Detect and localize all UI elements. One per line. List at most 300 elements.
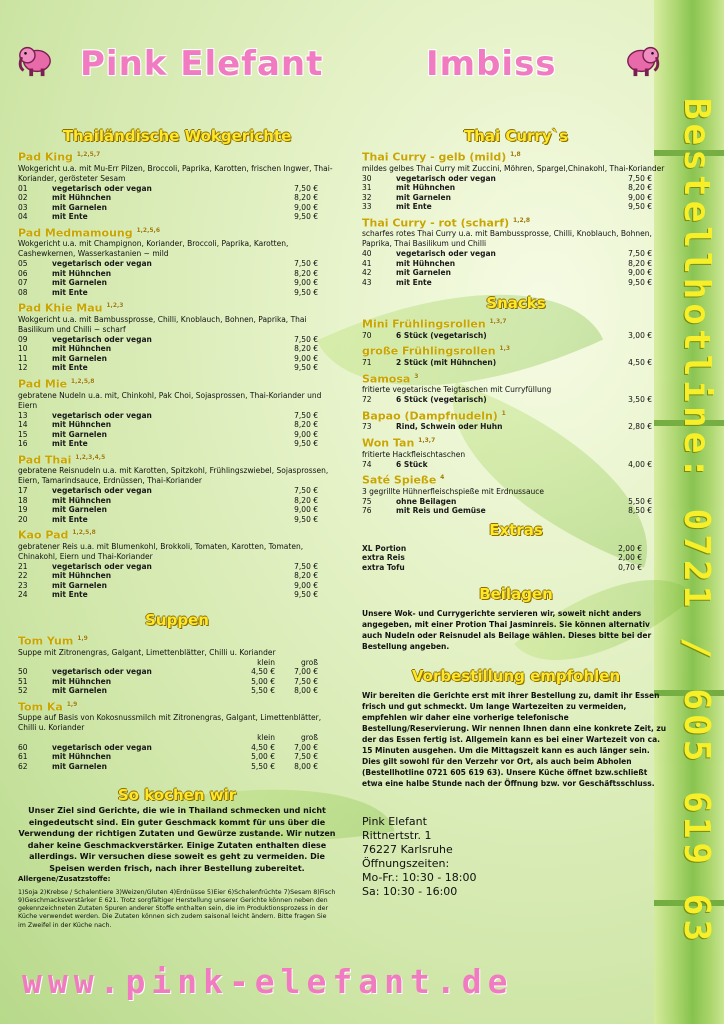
allergen-codes: 1,3: [499, 345, 511, 353]
size-header-spacer: [52, 733, 232, 743]
dish-item-table: [362, 174, 652, 212]
table-row: [18, 590, 318, 600]
extra-price: 2,00 €: [618, 543, 642, 553]
right-column: [362, 126, 670, 899]
item-number: 03: [18, 202, 28, 212]
item-name: mit Hühnchen: [396, 183, 456, 193]
dish-name: Tom Ka: [18, 700, 63, 714]
item-number: 21: [18, 561, 28, 571]
item-name: mit Hühnchen: [52, 676, 112, 686]
allergen-codes: 1: [501, 409, 506, 417]
item-price-large: 7,00 €: [294, 667, 318, 677]
item-name: Rind, Schwein oder Huhn: [396, 422, 503, 432]
section-heading-cooking: So kochen wir: [117, 786, 237, 805]
item-price: 8,20 €: [294, 420, 318, 430]
item-number: 24: [18, 590, 28, 600]
section-heading-curry: Thai Curry`s: [463, 127, 569, 145]
allergen-codes: 1,8: [510, 151, 521, 158]
item-number: 40: [362, 249, 372, 259]
dish-title: [18, 148, 336, 164]
dish-description: gebratene Nudeln u.a. mit, Chinkohl, Pak Choi, Sojasprossen, Thai-Koriander und Eiern: [18, 390, 322, 410]
item-number: 19: [18, 505, 28, 515]
address-block: [362, 815, 670, 899]
allergen-codes: 1,2,8: [513, 216, 531, 224]
item-price-large: 7,50 €: [294, 676, 318, 686]
order-hotline-text: Bestellhotline: 0721 / 605 619 63: [676, 97, 718, 945]
item-name: mit Garnelen: [52, 278, 107, 288]
soup-dish-list: [18, 632, 336, 771]
dish-title: [18, 451, 336, 467]
dish-title: [18, 375, 336, 391]
item-number: 43: [362, 277, 372, 287]
allergen-codes: 1,2,3,4,5: [75, 453, 106, 461]
item-price: 9,00 €: [628, 192, 652, 202]
item-number: 32: [362, 192, 372, 202]
item-number: 62: [18, 761, 28, 771]
item-name: vegetarisch oder vegan: [52, 667, 152, 677]
table-row: [362, 395, 652, 405]
item-number: 06: [18, 268, 28, 278]
dish-name: Won Tan: [362, 436, 415, 450]
dish-item-table: [362, 395, 652, 405]
item-name: mit Ente: [52, 590, 88, 600]
item-price: 3,50 €: [628, 395, 652, 405]
item-name: mit Hühnchen: [52, 495, 112, 505]
dish-item-table: [18, 486, 318, 524]
table-row: [18, 335, 318, 345]
dish-item-table: [18, 658, 318, 696]
item-name: mit Hühnchen: [52, 752, 112, 762]
item-name: mit Ente: [52, 514, 88, 524]
address-street: Rittnertstr. 1: [362, 829, 432, 843]
allergen-codes: 1,3,7: [489, 318, 507, 326]
dish-title: [18, 698, 336, 714]
table-row: [18, 505, 318, 515]
item-price: 8,20 €: [294, 268, 318, 278]
dish-item-table: [362, 331, 652, 341]
restaurant-name: Pink Elefant: [80, 44, 324, 84]
item-name: vegetarisch oder vegan: [396, 249, 496, 259]
table-row: [362, 497, 652, 507]
size-header-row: [18, 733, 318, 743]
extra-name: extra Tofu: [362, 562, 405, 572]
item-name: 6 Stück: [396, 459, 428, 469]
item-number: 73: [362, 422, 372, 432]
item-name: vegetarisch oder vegan: [52, 742, 152, 752]
item-price: 7,50 €: [294, 486, 318, 496]
item-price: 5,00 €: [251, 752, 275, 762]
item-name: mit Ente: [396, 277, 432, 287]
table-row: [362, 183, 652, 193]
item-name: mit Ente: [52, 439, 88, 449]
item-price: 9,50 €: [294, 287, 318, 297]
item-number: 20: [18, 514, 28, 524]
item-price-large: 8,00 €: [294, 686, 318, 696]
size-small-label: klein: [257, 657, 275, 667]
dish-name: Mini Frühlingsrollen: [362, 317, 486, 331]
table-row: [18, 677, 318, 687]
table-row: [18, 486, 318, 496]
dish-title: [362, 407, 670, 423]
dish-title: [362, 214, 670, 230]
table-row: [18, 571, 318, 581]
item-name: mit Garnelen: [52, 202, 107, 212]
item-name: mit Garnelen: [396, 268, 451, 278]
item-price: 9,50 €: [294, 514, 318, 524]
table-row: [362, 331, 652, 341]
item-name: mit Hühnchen: [52, 344, 112, 354]
item-price-large: 7,50 €: [294, 752, 318, 762]
item-name: mit Garnelen: [52, 429, 107, 439]
dish-item-table: [362, 460, 652, 470]
sides-text: Unsere Wok- und Currygerichte servieren wir, soweit nicht anders angegeben, mit einer Protion Thai Jasminreis. Sie können alternativ auch Nudeln oder Reisnudel als Beilage wählen. Dieses bitte bei der Bestellung angeben.: [362, 609, 652, 652]
allergen-codes: 1,2,5,7: [76, 151, 101, 158]
size-header-row: [18, 658, 318, 668]
table-row: [362, 268, 652, 278]
item-name: vegetarisch oder vegan: [52, 334, 152, 344]
item-number: 52: [18, 686, 28, 696]
website-url: www.pink-elefant.de: [22, 962, 514, 1001]
size-header-spacer: [52, 658, 232, 668]
item-number: 72: [362, 395, 372, 405]
item-number: 10: [18, 344, 28, 354]
dish-item-table: [18, 562, 318, 600]
dish-name: Pad Thai: [18, 453, 72, 467]
table-row: [18, 743, 318, 753]
allergen-codes: 1,2,3: [106, 302, 124, 310]
dish-name: große Frühlingsrollen: [362, 345, 496, 359]
item-name: vegetarisch oder vegan: [52, 561, 152, 571]
elephant-logo-icon: [16, 40, 54, 78]
size-header-spacer: [18, 658, 52, 668]
item-number: 51: [18, 676, 28, 686]
item-name: vegetarisch oder vegan: [52, 486, 152, 496]
item-number: 02: [18, 193, 28, 203]
item-number: 30: [362, 173, 372, 183]
dish-name: Pad Khie Mau: [18, 301, 103, 315]
dish-item-table: [362, 358, 652, 368]
item-price: 4,50 €: [251, 742, 275, 752]
item-number: 04: [18, 212, 28, 222]
item-number: 05: [18, 259, 28, 269]
item-name: mit Ente: [52, 363, 88, 373]
extra-name: XL Portion: [362, 543, 407, 553]
item-name: mit Ente: [396, 202, 432, 212]
item-name: vegetarisch oder vegan: [52, 410, 152, 420]
dish-description: fritierte Hackfleischtaschen: [362, 449, 466, 459]
item-name: mit Hühnchen: [52, 420, 112, 430]
allergen-codes: 1,9: [77, 634, 88, 642]
table-row: [18, 278, 318, 288]
item-name: vegetarisch oder vegan: [52, 183, 152, 193]
item-price: 7,50 €: [294, 259, 318, 269]
table-row: [362, 460, 652, 470]
item-number: 22: [18, 571, 28, 581]
size-large-label: groß: [301, 733, 318, 743]
allergen-codes: 3: [414, 372, 419, 380]
item-price: 7,50 €: [628, 173, 652, 183]
dish-description: Suppe mit Zitronengras, Galgant, Limettenblätter, Chilli u. Koriander: [18, 647, 276, 657]
dish-title: [362, 434, 670, 450]
dish-description: scharfes rotes Thai Curry u.a. mit Bambussprosse, Chilli, Knoblauch, Bohnen, Paprika, Thai Basilikum und Chilli: [362, 229, 652, 249]
item-price: 8,20 €: [294, 495, 318, 505]
section-heading-preorder: Vorbestillung empfohlen: [411, 667, 621, 686]
item-name: mit Hühnchen: [52, 571, 112, 581]
item-name: mit Garnelen: [52, 761, 107, 771]
dish-description: fritierte vegetarische Teigtaschen mit Curryfüllung: [362, 385, 552, 395]
dish-name: Pad Medmamoung: [18, 226, 133, 240]
item-price: 7,50 €: [294, 561, 318, 571]
dish-name: Kao Pad: [18, 528, 69, 542]
table-row: [18, 288, 318, 298]
item-price: 8,20 €: [294, 571, 318, 581]
item-number: 50: [18, 667, 28, 677]
item-name: mit Garnelen: [52, 505, 107, 515]
section-heading-sides: Beilagen: [479, 585, 553, 604]
table-row: [18, 562, 318, 572]
item-price: 7,50 €: [294, 410, 318, 420]
item-number: 17: [18, 486, 28, 496]
table-row: [362, 259, 652, 269]
item-name: mit Garnelen: [52, 353, 107, 363]
order-hotline: [672, 56, 722, 986]
item-number: 09: [18, 334, 28, 344]
item-number: 15: [18, 429, 28, 439]
elephant-logo-icon: [624, 40, 662, 78]
dish-description: gebratene Reisnudeln u.a. mit Karotten, Spitzkohl, Frühlingszwiebel, Sojasprossen, Eiern, Tamarindsauce, Erdnüssen, Thai-Koriander: [18, 466, 329, 486]
extra-price: 2,00 €: [618, 553, 642, 563]
allergen-title: Allergene/Zusatzstoffe:: [18, 875, 111, 884]
extra-price: 0,70 €: [618, 562, 642, 572]
dish-description: Wokgericht u.a. mit Mu-Err Pilzen, Broccoli, Paprika, Karotten, frischen Ingwer, Thai-Koriander, gerösteter Sesam: [18, 163, 333, 183]
item-price: 7,50 €: [628, 249, 652, 259]
item-price: 9,50 €: [294, 212, 318, 222]
item-price: 5,50 €: [251, 686, 275, 696]
item-price: 7,50 €: [294, 334, 318, 344]
item-name: mit Hühnchen: [52, 268, 112, 278]
item-number: 70: [362, 330, 372, 340]
allergen-codes: 1,9: [66, 700, 78, 708]
dish-name: Tom Yum: [18, 634, 74, 648]
item-name: mit Ente: [52, 212, 88, 222]
curry-dish-list: [362, 148, 670, 287]
table-row: [18, 686, 318, 696]
item-price: 5,50 €: [628, 496, 652, 506]
item-price: 4,00 €: [628, 459, 652, 469]
item-number: 74: [362, 459, 372, 469]
table-row: [18, 581, 318, 591]
preorder-text: Wir bereiten die Gerichte erst mit ihrer Bestellung zu, damit ihr Essen frisch und gut schmeckt. Um lange Wartezeiten zu vermeiden, empfehlen wir daher eine vorherige telefonische Bestellung/Reservierung. Wir nennen Ihnen dann eine konkrete Zeit, zu der das Essen fertig ist. Allgemein kann es bei einer Wartezeit von ca. 15 Minuten ausgehen. Um die Mittagszeit kann es auch länger sein. Dies gilt sowohl für den Verzehr vor Ort, als auch beim Abholen (Bestellhotline 0721 605 619 63). Unsere Küche öffnet bzw.schließt etwa eine halbe Stunde nach der Öffnung bzw. vor Geschäftsschluss.: [362, 691, 667, 789]
item-price: 9,00 €: [294, 580, 318, 590]
item-number: 60: [18, 742, 28, 752]
item-price: 8,50 €: [628, 506, 652, 516]
section-heading-wok: Thailändische Wokgerichte: [62, 127, 292, 145]
item-name: vegetarisch oder vegan: [52, 259, 152, 269]
item-number: 01: [18, 183, 28, 193]
section-heading-extras: Extras: [489, 520, 543, 539]
item-number: 42: [362, 268, 372, 278]
size-large-label: groß: [301, 657, 318, 667]
item-price: 7,50 €: [294, 183, 318, 193]
item-price: 9,00 €: [294, 505, 318, 515]
dish-item-table: [18, 184, 318, 222]
item-name: 6 Stück (vegetarisch): [396, 395, 487, 405]
address-name: Pink Elefant: [362, 815, 427, 829]
table-row: [18, 193, 318, 203]
table-row: [18, 752, 318, 762]
dish-name: Thai Curry - gelb (mild): [362, 150, 507, 164]
left-column: [18, 126, 336, 930]
item-price-large: 8,00 €: [294, 761, 318, 771]
opening-hours-saturday: Sa: 10:30 - 16:00: [362, 885, 458, 899]
item-number: 75: [362, 496, 372, 506]
snack-dish-list: [362, 315, 670, 515]
table-row: [18, 354, 318, 364]
table-row: [18, 515, 318, 525]
item-number: 61: [18, 752, 28, 762]
table-row: [18, 411, 318, 421]
item-number: 12: [18, 363, 28, 373]
dish-item-table: [18, 733, 318, 771]
item-number: 18: [18, 495, 28, 505]
dish-description: 3 gegrillte Hühnerfleischspieße mit Erdnussauce: [362, 486, 545, 496]
opening-hours-title: Öffnungszeiten:: [362, 857, 450, 871]
extras-table: [362, 544, 642, 573]
dish-description: mildes gelbes Thai Curry mit Zuccini, Möhren, Spargel,Chinakohl, Thai-Koriander: [362, 163, 665, 173]
item-price: 9,00 €: [294, 353, 318, 363]
table-row: [362, 422, 652, 432]
table-row: [362, 544, 642, 554]
item-number: 41: [362, 258, 372, 268]
size-small-label: klein: [257, 733, 275, 743]
dish-item-table: [18, 335, 318, 373]
table-row: [362, 202, 652, 212]
table-row: [18, 259, 318, 269]
dish-item-table: [362, 249, 652, 287]
item-price: 8,20 €: [628, 183, 652, 193]
dish-title: [18, 632, 336, 648]
dish-item-table: [18, 411, 318, 449]
table-row: [18, 344, 318, 354]
item-price: 5,50 €: [251, 761, 275, 771]
item-price: 3,00 €: [628, 330, 652, 340]
item-price: 9,00 €: [294, 429, 318, 439]
item-price: 9,00 €: [294, 278, 318, 288]
restaurant-subtitle: Imbiss: [426, 44, 557, 84]
item-number: 14: [18, 420, 28, 430]
dish-item-table: [362, 497, 652, 516]
section-heading-snacks: Snacks: [486, 294, 546, 313]
item-price: 8,20 €: [294, 193, 318, 203]
table-row: [362, 563, 642, 573]
item-name: mit Hühnchen: [396, 258, 456, 268]
dish-title: [362, 370, 670, 386]
item-number: 23: [18, 580, 28, 590]
item-price: 9,00 €: [628, 268, 652, 278]
address-city: 76227 Karlsruhe: [362, 843, 453, 857]
table-row: [18, 420, 318, 430]
item-price: 2,80 €: [628, 422, 652, 432]
dish-title: [18, 299, 336, 315]
allergen-codes: 1,2,5,8: [72, 529, 96, 537]
allergen-codes: 1,2,5,8: [70, 377, 95, 385]
allergen-codes: 1,2,5,6: [136, 226, 161, 234]
dish-title: [362, 342, 670, 358]
dish-item-table: [362, 422, 652, 432]
dish-title: [362, 471, 670, 487]
item-name: mit Ente: [52, 287, 88, 297]
item-price: 9,50 €: [628, 277, 652, 287]
opening-hours-weekday: Mo-Fr.: 10:30 - 18:00: [362, 871, 477, 885]
dish-name: Thai Curry - rot (scharf): [362, 216, 510, 230]
size-header-spacer: [18, 733, 52, 743]
item-name: mit Garnelen: [52, 580, 107, 590]
item-name: ohne Beilagen: [396, 496, 457, 506]
table-row: [18, 496, 318, 506]
table-row: [362, 278, 652, 288]
table-row: [362, 174, 652, 184]
dish-name: Saté Spieße: [362, 473, 437, 487]
item-price: 9,50 €: [294, 363, 318, 373]
extra-name: extra Reis: [362, 553, 405, 563]
table-row: [18, 203, 318, 213]
item-number: 71: [362, 358, 372, 368]
item-price: 9,50 €: [294, 590, 318, 600]
table-row: [18, 430, 318, 440]
item-number: 33: [362, 202, 372, 212]
table-row: [18, 762, 318, 772]
wok-dish-list: [18, 148, 336, 600]
cooking-text: Unser Ziel sind Gerichte, die wie in Thailand schmecken und nicht eingedeutscht sind. Ein guter Geschmack kommt für uns über die Verwendung der richtigen Zutaten und Gewürze zustande. Wir nutzen daher keine Geschmackverstärker. Einige Zutaten enthalten diese allerdings. Wir versuchen diese soweit es geht zu vermeiden. Die Speisen werden frisch, nach ihrer Bestellung zubereitet.: [18, 806, 336, 873]
allergen-codes: 4: [440, 474, 445, 482]
item-name: 6 Stück (vegetarisch): [396, 330, 487, 340]
item-price-large: 7,00 €: [294, 742, 318, 752]
table-row: [18, 269, 318, 279]
item-number: 16: [18, 439, 28, 449]
allergen-codes: 1,3,7: [418, 436, 436, 444]
dish-description: Wokgericht u.a. mit Bambussprosse, Chilli, Knoblauch, Bohnen, Paprika, Thai Basilikum und Chilli ~ scharf: [18, 314, 307, 334]
dish-name: Samosa: [362, 372, 411, 386]
table-row: [362, 249, 652, 259]
dish-description: gebratener Reis u.a. mit Blumenkohl, Brokkoli, Tomaten, Karotten, Tomaten, Chinakohl, Eiern und Thai-Koriander: [18, 541, 304, 561]
table-row: [18, 667, 318, 677]
dish-name: Pad Mie: [18, 377, 68, 391]
item-name: mit Reis und Gemüse: [396, 506, 486, 516]
item-price: 9,50 €: [628, 202, 652, 212]
item-name: 2 Stück (mit Hühnchen): [396, 358, 497, 368]
item-price: 9,00 €: [294, 202, 318, 212]
item-price: 4,50 €: [628, 358, 652, 368]
table-row: [18, 439, 318, 449]
item-price: 8,20 €: [628, 258, 652, 268]
item-number: 31: [362, 183, 372, 193]
item-name: mit Hühnchen: [52, 193, 112, 203]
item-number: 13: [18, 410, 28, 420]
item-name: mit Garnelen: [396, 192, 451, 202]
dish-title: [18, 224, 336, 240]
item-price: 8,20 €: [294, 344, 318, 354]
dish-item-table: [18, 259, 318, 297]
item-name: mit Garnelen: [52, 686, 107, 696]
item-price: 4,50 €: [251, 667, 275, 677]
table-row: [362, 358, 652, 368]
table-row: [18, 212, 318, 222]
dish-description: Wokgericht u.a. mit Champignon, Koriander, Broccoli, Paprika, Karotten, Cashewkernen, Wasserkastanien ~ mild: [18, 239, 289, 259]
dish-description: Suppe auf Basis von Kokosnussmilch mit Zitronengras, Galgant, Limettenblätter, Chilli u. Koriander: [18, 713, 322, 733]
item-name: vegetarisch oder vegan: [396, 173, 496, 183]
table-row: [362, 193, 652, 203]
dish-title: [18, 526, 336, 542]
